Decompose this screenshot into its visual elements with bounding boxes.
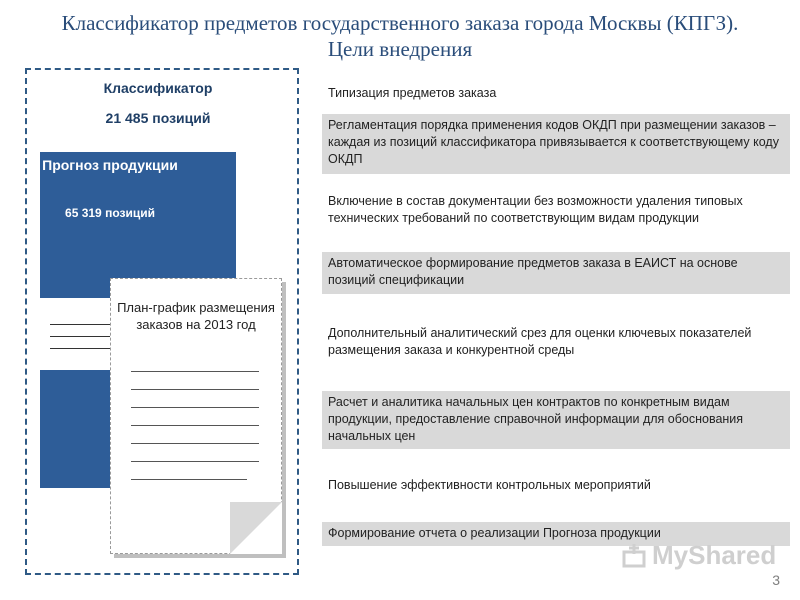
goal-item: Дополнительный аналитический срез для оценки ключевых показателей размещения заказа и конкурентной среды [328,326,752,357]
goal-item: Расчет и аналитика начальных цен контрактов по конкретным видам продукции, предоставление справочной информации для обоснования начальных цен [322,391,790,449]
doc-line [131,425,259,426]
watermark-text: MyShared [652,540,777,570]
classifier-label: Классификатор [103,80,213,96]
goal-item: Автоматическое формирование предметов заказа в ЕАИСТ на основе позиций спецификации [322,252,790,294]
doc-line [131,389,259,390]
watermark-icon [620,542,648,570]
doc-line [131,443,259,444]
classifier-count: 21 485 позиций [105,110,211,126]
doc-line [131,407,259,408]
doc-line [131,479,247,480]
plan-document [110,278,282,554]
goal-item: Регламентация порядка применения кодов ОКДП при размещении заказов – каждая из позиций классификатора привязывается к соответствующему коду ОКДП [322,114,790,174]
goal-item: Повышение эффективности контрольных мероприятий [328,478,651,492]
title-line-1: Классификатор предметов государственного заказа города Москвы (КПГЗ). [61,11,739,35]
goal-item: Включение в состав документации без возможности удаления типовых технических требований по соответствующим видам продукции [328,194,743,225]
forecast-label: Прогноз продукции [42,157,178,173]
forecast-count: 65 319 позиций [65,206,155,220]
title-line-2: Цели внедрения [327,37,473,61]
page-number: 3 [772,572,780,588]
doc-line [131,461,259,462]
page-fold-corner [230,502,282,554]
plan-document-title: План-график размещения заказов на 2013 год [117,300,275,332]
doc-line [131,371,259,372]
goal-item: Формирование отчета о реализации Прогноза продукции [322,522,790,546]
page-title [0,10,800,62]
goal-item: Типизация предметов заказа [328,86,497,100]
